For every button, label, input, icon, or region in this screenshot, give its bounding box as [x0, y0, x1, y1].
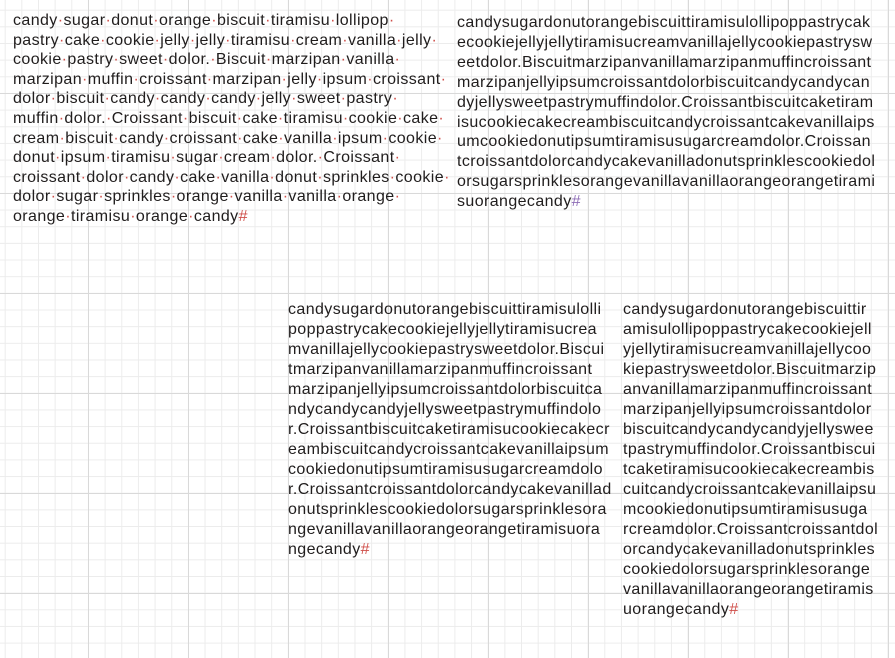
space-dot-hidden-character: · [228, 188, 235, 206]
text-line: cookiedonutipsumtiramisusugarcreamdolo [288, 461, 603, 478]
space-dot-hidden-character: · [394, 149, 401, 167]
text-line: r.Croissantcroissantdolorcandycakevanillad [288, 481, 612, 498]
text-line: marzipan·muffin·croissant·marzipan·jelly·ipsum·croissant· [13, 70, 447, 88]
space-dot-hidden-character: · [265, 51, 272, 69]
space-dot-hidden-character: · [392, 90, 399, 108]
space-dot-hidden-character: · [50, 188, 57, 206]
text-line: ecookiejellyjellytiramisucreamvanillajellycookiepastrysw [457, 33, 873, 51]
space-dot-hidden-character: · [57, 12, 64, 29]
space-dot-hidden-character: · [340, 51, 347, 69]
text-line: ndycandycandyjellysweetpastrymuffindolo [288, 401, 602, 418]
text-line: marzipanjellyipsumcroissantdolor [623, 401, 872, 418]
text-line: onutsprinklescookiedolorsugarsprinklesora [288, 501, 607, 518]
text-line: croissant·dolor·candy·cake·vanilla·donut·sprinkles·cookie· [13, 168, 450, 186]
text-line: isucookiecakecreambiscuitcandycroissantcakevanillaips [457, 113, 875, 131]
text-line: marzipanjellyipsumcroissantdolorbiscuitca [288, 381, 603, 398]
text-line: tcaketiramisucookiecakecreambis [623, 461, 875, 478]
text-frame-top-right-unspaced[interactable] [457, 13, 875, 212]
space-dot-hidden-character: · [332, 129, 338, 147]
space-dot-hidden-character: · [210, 51, 216, 69]
space-dot-hidden-character: · [215, 168, 222, 186]
space-dot-hidden-character: · [80, 168, 87, 186]
text-line: tpastrymuffindolor.Croissantbiscui [623, 441, 876, 458]
space-dot-hidden-character: · [55, 149, 61, 167]
text-line: muffin·dolor.·Croissant·biscuit·cake·tiramisu·cookie·cake· [13, 109, 445, 127]
space-dot-hidden-character: · [290, 31, 296, 49]
space-dot-hidden-character: · [316, 70, 323, 88]
text-line: tmarzipanvanillamarzipanmuffincroissant [288, 361, 593, 378]
text-line: yjellytiramisucreamvanillajellycoo [623, 341, 872, 358]
space-dot-hidden-character: · [98, 188, 105, 206]
space-dot-hidden-character: · [218, 149, 224, 167]
text-line: suorangecandy# [457, 193, 581, 211]
text-line: poppastrycakecookiejellyjellytiramisucrea [288, 321, 597, 338]
space-dot-hidden-character: · [153, 12, 159, 29]
space-dot-hidden-character: · [58, 109, 65, 127]
text-line: candysugardonutorangebiscuittir [623, 301, 867, 318]
text-line: cookie·pastry·sweet·dolor.·Biscuit·marzipan·vanilla· [13, 51, 401, 69]
space-dot-hidden-character: · [236, 109, 243, 127]
end-of-story-marker: # [238, 207, 248, 225]
text-line: candysugardonutorangebiscuittiramisulollipoppastrycak [457, 14, 871, 31]
end-of-story-marker: # [360, 541, 370, 558]
text-line: pastry·cake·cookie·jelly·jelly·tiramisu·cream·vanilla·jelly· [13, 31, 438, 49]
space-dot-hidden-character: · [133, 70, 140, 88]
space-dot-hidden-character: · [396, 31, 402, 49]
text-line: cookiedolorsugarsprinklesorange [623, 561, 871, 578]
space-dot-hidden-character: · [336, 188, 343, 206]
space-dot-hidden-character: · [163, 129, 170, 147]
space-dot-hidden-character: · [113, 129, 120, 147]
space-dot-hidden-character: · [389, 168, 396, 186]
space-dot-hidden-character: · [265, 12, 271, 29]
space-dot-hidden-character: · [281, 70, 288, 88]
text-line: ngevanillavanillaorangeorangetiramisuora [288, 521, 601, 538]
space-dot-hidden-character: · [342, 109, 349, 127]
space-dot-hidden-character: · [382, 129, 389, 147]
space-dot-hidden-character: · [130, 207, 136, 225]
text-line: mcookiedonutipsumtiramisusuga [623, 501, 868, 518]
space-dot-hidden-character: · [431, 31, 438, 49]
space-dot-hidden-character: · [394, 51, 401, 69]
space-dot-hidden-character: · [340, 90, 347, 108]
space-dot-hidden-character: · [437, 129, 443, 147]
space-dot-hidden-character: · [278, 129, 285, 147]
space-dot-hidden-character: · [255, 90, 262, 108]
space-dot-hidden-character: · [162, 51, 169, 69]
text-line: cuitcandycroissantcakevanillaipsu [623, 481, 877, 498]
space-dot-hidden-character: · [105, 109, 112, 127]
text-line: eetdolor.Biscuitmarzipanvanillamarzipanmuffincroissant [457, 53, 872, 71]
space-dot-hidden-character: · [394, 188, 401, 206]
space-dot-hidden-character: · [211, 12, 217, 29]
space-dot-hidden-character: · [225, 31, 231, 49]
space-dot-hidden-character: · [170, 188, 177, 206]
space-dot-hidden-character: · [154, 31, 161, 49]
space-dot-hidden-character: · [269, 168, 276, 186]
space-dot-hidden-character: · [282, 188, 289, 206]
space-dot-hidden-character: · [113, 51, 120, 69]
space-dot-hidden-character: · [59, 129, 66, 147]
space-dot-hidden-character: · [444, 168, 450, 186]
space-dot-hidden-character: · [189, 31, 196, 49]
text-line: dolor·biscuit·candy·candy·candy·jelly·sweet·pastry· [13, 90, 399, 108]
space-dot-hidden-character: · [188, 207, 194, 225]
space-dot-hidden-character: · [174, 168, 181, 186]
space-dot-hidden-character: · [58, 31, 65, 49]
text-line: cream·biscuit·candy·croissant·cake·vanilla·ipsum·cookie· [13, 129, 443, 147]
text-line: orcandycakevanilladonutsprinkles [623, 541, 876, 558]
text-line: donut·ipsum·tiramisu·sugar·cream·dolor.·Croissant· [13, 149, 401, 167]
text-frame-top-left-spaced[interactable] [13, 11, 450, 227]
text-line: marzipanjellyipsumcroissantdolorbiscuitcandycandycan [457, 73, 870, 91]
text-line: uorangecandy# [623, 601, 739, 618]
text-line: tcroissantdolorcandycakevanilladonutsprinklescookiedol [457, 153, 876, 171]
text-line: candysugardonutorangebiscuittiramisulolli [288, 301, 602, 318]
space-dot-hidden-character: · [61, 51, 68, 69]
space-dot-hidden-character: · [50, 90, 57, 108]
space-dot-hidden-character: · [440, 70, 447, 88]
text-line: dyjellysweetpastrymuffindolor.Croissantbiscuitcaketiram [457, 93, 874, 111]
text-line: eambiscuitcandycroissantcakevanillaipsum [288, 441, 610, 458]
text-frame-bottom-right-unspaced[interactable] [623, 300, 878, 620]
text-line: umcookiedonutipsumtiramisusugarcreamdolor.Croissan [457, 133, 871, 151]
space-dot-hidden-character: · [182, 109, 189, 127]
space-dot-hidden-character: · [277, 109, 284, 127]
space-dot-hidden-character: · [65, 207, 71, 225]
space-dot-hidden-character: · [206, 70, 213, 88]
space-dot-hidden-character: · [100, 31, 106, 49]
text-line: ngecandy# [288, 541, 370, 558]
text-line: vanillavanillaorangeorangetiramis [623, 581, 874, 598]
space-dot-hidden-character: · [317, 149, 324, 167]
space-dot-hidden-character: · [237, 129, 243, 147]
text-line: candy·sugar·donut·orange·biscuit·tiramisu·lollipop· [13, 12, 395, 29]
space-dot-hidden-character: · [82, 70, 88, 88]
space-dot-hidden-character: · [438, 109, 445, 127]
space-dot-hidden-character: · [270, 149, 277, 167]
text-line: biscuitcandycandycandyjellyswee [623, 421, 874, 438]
text-line: amisulollipoppastrycakecookiejell [623, 321, 872, 338]
space-dot-hidden-character: · [342, 31, 348, 49]
text-line: rcreamdolor.Croissantcroissantdol [623, 521, 879, 538]
space-dot-hidden-character: · [154, 90, 161, 108]
end-of-story-marker: # [571, 193, 581, 211]
space-dot-hidden-character: · [330, 12, 336, 29]
space-dot-hidden-character: · [317, 168, 323, 186]
space-dot-hidden-character: · [170, 149, 177, 167]
text-line: r.Croissantbiscuitcaketiramisucookiecakecr [288, 421, 610, 438]
text-line: mvanillajellycookiepastrysweetdolor.Biscui [288, 341, 605, 358]
text-line: kiepastrysweetdolor.Biscuitmarzip [623, 361, 877, 378]
text-line: anvanillamarzipanmuffincroissant [623, 381, 873, 398]
space-dot-hidden-character: · [105, 12, 112, 29]
space-dot-hidden-character: · [291, 90, 297, 108]
text-line: dolor·sugar·sprinkles·orange·vanilla·vanilla·orange· [13, 188, 401, 206]
end-of-story-marker: # [729, 601, 739, 618]
space-dot-hidden-character: · [367, 70, 373, 88]
space-dot-hidden-character: · [388, 12, 395, 29]
text-line: orsugarsprinklesorangevanillavanillaorangeorangetirami [457, 173, 876, 191]
text-line: orange·tiramisu·orange·candy# [13, 207, 248, 225]
space-dot-hidden-character: · [205, 90, 212, 108]
text-frame-bottom-middle-unspaced[interactable] [288, 300, 612, 560]
space-dot-hidden-character: · [397, 109, 403, 127]
space-dot-hidden-character: · [104, 90, 111, 108]
space-dot-hidden-character: · [105, 149, 112, 167]
space-dot-hidden-character: · [123, 168, 130, 186]
